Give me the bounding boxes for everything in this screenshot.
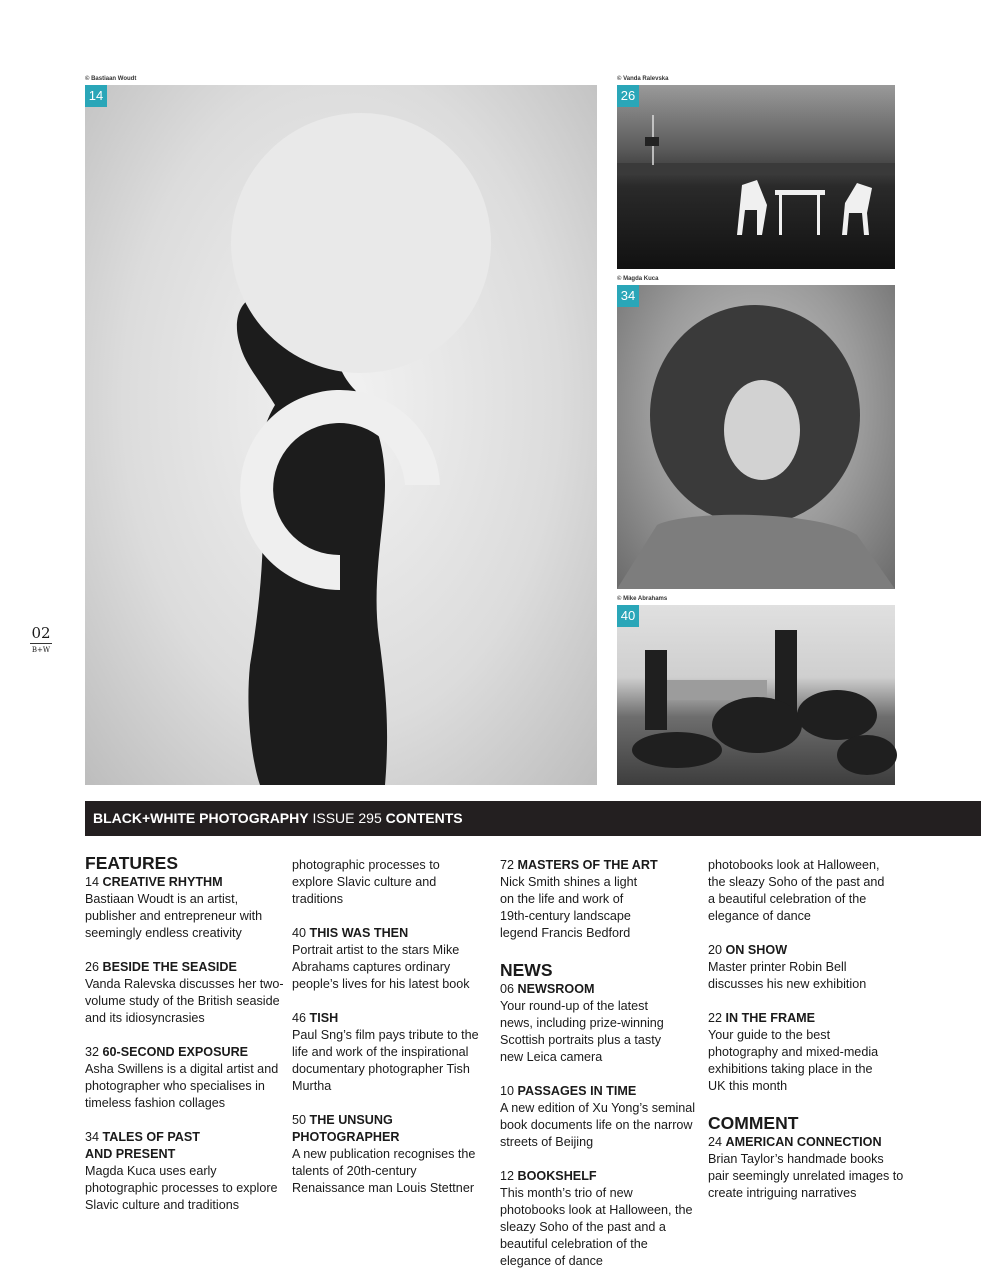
berries-illustration — [617, 285, 895, 589]
entry-page-number: 06 — [500, 982, 515, 996]
contents-entry[interactable] — [292, 1010, 492, 1095]
page-badge-main: 14 — [85, 85, 107, 107]
entry-description: This month’s trio of new photobooks look at Halloween, the sleazy Soho of the past and a beautiful celebration of the elegance of dance — [500, 1186, 693, 1268]
entry-title: BESIDE THE SEASIDE — [102, 960, 237, 974]
entry-description: Magda Kuca uses early photographic processes to explore Slavic culture and traditions — [85, 1164, 278, 1212]
page-badge-seaside: 26 — [617, 85, 639, 107]
entry-description: A new edition of Xu Yong’s seminal book documents life on the narrow streets of Beijing — [500, 1101, 696, 1149]
entry-page-number: 22 — [708, 1011, 723, 1025]
contents-entry[interactable] — [85, 874, 285, 942]
entry-description: Paul Sng’s film pays tribute to the life and work of the inspirational documentary photographer Tish Murtha — [292, 1028, 479, 1093]
entry-title: THIS WAS THEN — [309, 926, 409, 940]
entry-title: CREATIVE RHYTHM — [102, 875, 223, 889]
page-folio — [30, 624, 52, 654]
contents-entry[interactable] — [292, 1112, 492, 1197]
entry-title: 60-SECOND EXPOSURE — [102, 1045, 249, 1059]
entry-page-number: 26 — [85, 960, 100, 974]
group-illustration — [617, 605, 895, 785]
contents-entry-continued — [292, 857, 492, 908]
entry-description: A new publication recognises the talents of 20th-century Renaissance man Louis Stettner — [292, 1147, 476, 1195]
group-photo — [617, 605, 895, 785]
contents-column-2 — [292, 852, 492, 1214]
entry-description: Brian Taylor’s handmade books pair seemingly unrelated images to create intriguing narratives — [708, 1152, 904, 1200]
issue-label: ISSUE 295 — [312, 810, 382, 826]
features-heading: FEATURES — [85, 853, 179, 873]
contents-entry[interactable] — [500, 981, 700, 1066]
entry-description: Vanda Ralevska discusses her two-volume study of the British seaside and its idiosyncrasies — [85, 977, 284, 1025]
photo-credit-seaside: © Vanda Ralevska — [617, 76, 669, 82]
entry-description: Master printer Robin Bell discusses his new exhibition — [708, 960, 867, 991]
contents-entry[interactable] — [85, 959, 285, 1027]
entry-title: BOOKSHELF — [517, 1169, 597, 1183]
photo-credit-main: © Bastiaan Woudt — [85, 76, 137, 82]
contents-entry[interactable] — [500, 857, 700, 942]
photo-credit-berries: © Magda Kuca — [617, 276, 659, 282]
seaside-illustration — [617, 85, 895, 269]
contents-header-bar — [85, 801, 981, 836]
entry-description: Portrait artist to the stars Mike Abrahams captures ordinary people’s lives for his latest book — [292, 943, 470, 991]
entry-page-number: 40 — [292, 926, 307, 940]
contents-label: CONTENTS — [385, 810, 463, 826]
portrait-illustration — [85, 85, 597, 785]
contents-entry[interactable] — [708, 1010, 908, 1095]
entry-description: Your round-up of the latest news, including prize-winning Scottish portraits plus a tasty new Leica camera — [500, 999, 664, 1064]
entry-page-number: 14 — [85, 875, 100, 889]
entry-title: MASTERS OF THE ART — [517, 858, 658, 872]
contents-entry-continued — [708, 857, 908, 925]
entry-description: Nick Smith shines a light on the life and work of 19th-century landscape legend Francis Bedford — [500, 875, 638, 940]
entry-title: TALES OF PAST AND PRESENT — [85, 1130, 200, 1161]
page-badge-group: 40 — [617, 605, 639, 627]
entry-title: AMERICAN CONNECTION — [725, 1135, 882, 1149]
main-portrait-photo — [85, 85, 597, 785]
entry-title: THE UNSUNG PHOTOGRAPHER — [292, 1113, 400, 1144]
contents-column-3 — [500, 852, 700, 1268]
contents-entry[interactable] — [500, 1168, 700, 1268]
entry-title: NEWSROOM — [517, 982, 595, 996]
entry-description: Asha Swillens is a digital artist and photographer who specialises in timeless fashion collages — [85, 1062, 279, 1110]
contents-column-1 — [85, 852, 285, 1212]
berries-portrait-photo — [617, 285, 895, 589]
contents-entry[interactable] — [85, 1129, 285, 1212]
entry-page-number: 12 — [500, 1169, 515, 1183]
entry-description-continued: photobooks look at Halloween, the sleazy Soho of the past and a beautiful celebration of the elegance of dance — [708, 858, 885, 923]
entry-description-continued: photographic processes to explore Slavic culture and traditions — [292, 858, 440, 906]
entry-page-number: 72 — [500, 858, 515, 872]
entry-title: PASSAGES IN TIME — [517, 1084, 637, 1098]
page-badge-berries: 34 — [617, 285, 639, 307]
entry-title: IN THE FRAME — [725, 1011, 816, 1025]
head-circle-shape — [231, 113, 491, 373]
news-heading: NEWS — [500, 960, 553, 980]
entry-description: Bastiaan Woudt is an artist, publisher and entrepreneur with seemingly endless creativity — [85, 892, 263, 940]
entry-page-number: 20 — [708, 943, 723, 957]
contents-entry[interactable] — [85, 1044, 285, 1112]
entry-page-number: 10 — [500, 1084, 515, 1098]
contents-entry[interactable] — [500, 1083, 700, 1151]
comment-heading: COMMENT — [708, 1113, 799, 1133]
contents-entry[interactable] — [292, 925, 492, 993]
brand-name: BLACK+WHITE PHOTOGRAPHY — [93, 810, 309, 826]
contents-entry[interactable] — [708, 942, 908, 993]
contents-entry[interactable] — [708, 1134, 908, 1202]
entry-page-number: 46 — [292, 1011, 307, 1025]
magazine-initials: B+W — [31, 646, 51, 654]
entry-page-number: 24 — [708, 1135, 723, 1149]
entry-title: ON SHOW — [725, 943, 788, 957]
entry-page-number: 32 — [85, 1045, 100, 1059]
page-number: 02 — [31, 624, 51, 642]
entry-title: TISH — [309, 1011, 339, 1025]
contents-column-4 — [708, 852, 908, 1219]
entry-page-number: 34 — [85, 1130, 100, 1144]
photo-credit-group: © Mike Abrahams — [617, 596, 668, 602]
seaside-photo — [617, 85, 895, 269]
entry-description: Your guide to the best photography and mixed-media exhibitions taking place in the UK this month — [708, 1028, 879, 1093]
entry-page-number: 50 — [292, 1113, 307, 1127]
